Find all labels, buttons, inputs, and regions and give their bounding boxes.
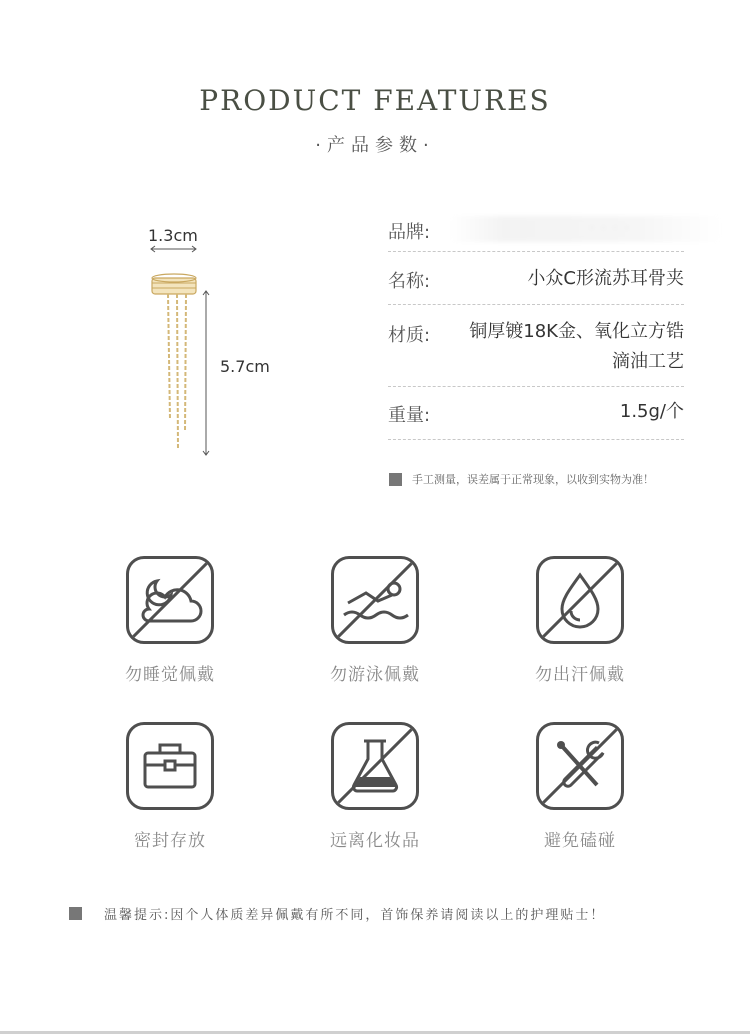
care-item-no-sweat: [510, 556, 650, 685]
spec-value-weight: 1.5g/个: [619, 401, 684, 422]
tools-icon: [536, 722, 624, 810]
care-item-no-swim: [305, 556, 445, 685]
spec-label-name: 名称:: [388, 271, 431, 292]
spec-row-material: [388, 318, 684, 387]
square-bullet-icon: [389, 473, 402, 486]
spec-row-weight: [388, 398, 684, 440]
page-title: PRODUCT FEATURES: [199, 84, 551, 117]
toolbox-icon: [126, 722, 214, 810]
spec-label-brand: 品牌:: [388, 222, 431, 243]
spec-row-name: [388, 265, 684, 305]
sleep-cloud-moon-icon: [126, 556, 214, 644]
page-subtitle: ·产品参数·: [315, 135, 435, 156]
care-item-sealed-storage: [100, 722, 240, 851]
water-drop-icon: [536, 556, 624, 644]
care-label-avoid-cosmetics: 远离化妆品: [330, 831, 420, 851]
spec-value-name: 小众C形流苏耳骨夹: [527, 268, 684, 289]
square-bullet-icon: [69, 907, 82, 920]
care-item-no-sleep: [100, 556, 240, 685]
care-label-no-sweat: 勿出汗佩戴: [535, 665, 625, 685]
care-item-avoid-cosmetics: [305, 722, 445, 851]
care-item-avoid-impact: [510, 722, 650, 851]
care-tip-text: 温馨提示:因个人体质差异佩戴有所不同，首饰保养请阅读以上的护理贴士！: [104, 908, 606, 923]
spec-label-weight: 重量:: [388, 405, 431, 426]
height-dimension-label: 5.7cm: [220, 357, 270, 376]
measurement-note: [389, 471, 654, 487]
measurement-note-text: 手工测量，误差属于正常现象，以收到实物为准！: [412, 473, 654, 486]
ear-cuff-product-image: [140, 220, 290, 470]
brand-value-blurred: · · · ·: [450, 216, 722, 242]
care-label-no-swim: 勿游泳佩戴: [330, 665, 420, 685]
care-label-avoid-impact: 避免磕碰: [544, 831, 616, 851]
care-tip-footer: [69, 904, 605, 923]
care-label-no-sleep: 勿睡觉佩戴: [125, 665, 215, 685]
swimmer-icon: [331, 556, 419, 644]
width-dimension-label: 1.3cm: [148, 226, 198, 245]
spec-row-brand: [388, 218, 684, 252]
care-label-sealed-storage: 密封存放: [134, 831, 206, 851]
spec-value-material-line2: 滴油工艺: [612, 351, 684, 372]
spec-label-material: 材质:: [388, 325, 431, 346]
spec-value-material-line1: 铜厚镀18K金、氧化立方锆: [469, 321, 684, 342]
flask-icon: [331, 722, 419, 810]
